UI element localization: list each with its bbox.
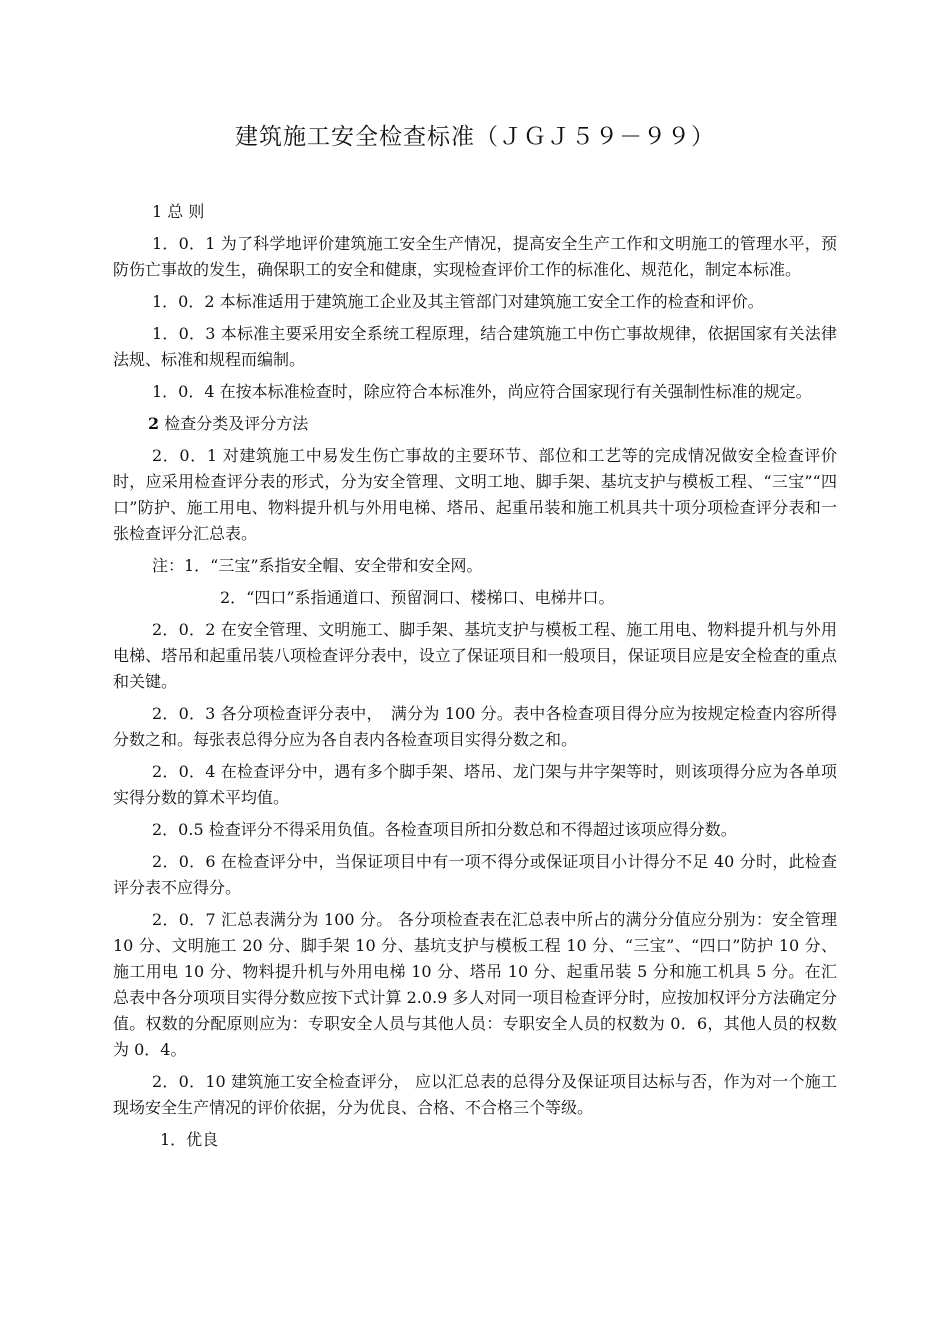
document-title: 建筑施工安全检查标准（ＪＧＪ５９－９９） <box>235 124 715 150</box>
section-2-number: 2 <box>148 414 160 433</box>
clause-2-0-4: 2．0．4 在检查评分中，遇有多个脚手架、塔吊、龙门架与井字架等时，则该项得分应为各单项实得分数的算术平均值。 <box>113 762 837 807</box>
clause-2-0-3: 2．0．3 各分项检查评分表中， 满分为 100 分。表中各检查项目得分应为按规定检查内容所得分数之和。每张表总得分应为各自表内各检查项目实得分数之和。 <box>113 704 837 749</box>
clause-1-0-1: 1．0．1 为了科学地评价建筑施工安全生产情况，提高安全生产工作和文明施工的管理水平，预防伤亡事故的发生，确保职工的安全和健康，实现检查评价工作的标准化、规范化，制定本标准。 <box>113 234 837 279</box>
clause-2-0-10: 2．0．10 建筑施工安全检查评分， 应以汇总表的总得分及保证项目达标与否，作为对一个施工现场安全生产情况的评价依据，分为优良、合格、不合格三个等级。 <box>113 1072 837 1117</box>
note-1: 注：1．“三宝”系指安全帽、安全带和安全网。 <box>152 556 483 575</box>
clause-2-0-2: 2．0．2 在安全管理、文明施工、脚手架、基坑支护与模板工程、施工用电、物料提升机与外用电梯、塔吊和起重吊装八项检查评分表中，设立了保证项目和一般项目，保证项目应是安全检查的重点和关键。 <box>113 620 837 691</box>
clause-1-0-2: 1．0．2 本标准适用于建筑施工企业及其主管部门对建筑施工安全工作的检查和评价。 <box>152 292 764 311</box>
document-body <box>113 199 837 1159</box>
clause-1-0-4: 1．0．4 在按本标准检查时，除应符合本标准外，尚应符合国家现行有关强制性标准的规定。 <box>152 382 812 401</box>
grade-item-1: 1．优良 <box>160 1130 219 1149</box>
clause-2-0-6: 2．0．6 在检查评分中，当保证项目中有一项不得分或保证项目小计得分不足 40 分时，此检查评分表不应得分。 <box>113 852 837 897</box>
section-2-heading <box>113 411 837 437</box>
note-2: 2．“四口”系指通道口、预留洞口、楼梯口、电梯井口。 <box>220 588 615 607</box>
section-1-heading: 1 总 则 <box>152 202 205 221</box>
section-2-title: 检查分类及评分方法 <box>159 414 309 433</box>
clause-2-0-1: 2．0．1 对建筑施工中易发生伤亡事故的主要环节、部位和工艺等的完成情况做安全检查评价时，应采用检查评分表的形式，分为安全管理、文明工地、脚手架、基坑支护与模板工程、“三宝”“四口”防护、施工用电、物料提升机与外用电梯、塔吊、起重吊装和施工机具共十项分项检查评分表和一张检查评分汇总表。 <box>113 446 837 543</box>
clause-2-0-7: 2．0．7 汇总表满分为 100 分。 各分项检查表在汇总表中所占的满分分值应分别为：安全管理 10 分、文明施工 20 分、脚手架 10 分、基坑支护与模板工程 10 分、“三宝”、“四口”防护 10 分、施工用电 10 分、物料提升机与外用电梯 10 分、塔吊 10 分、起重吊装 5 分和施工机具 5 分。在汇总表中各分项项目实得分数应按下式计算 2.0.9 多人对同一项目检查评分时，应按加权评分方法确定分值。权数的分配原则应为：专职安全人员与其他人员：专职安全人员的权数为 0．6，其他人员的权数为 0．4。 <box>113 910 837 1059</box>
clause-2-0-5: 2．0.5 检查评分不得采用负值。各检查项目所扣分数总和不得超过该项应得分数。 <box>152 820 737 839</box>
clause-1-0-3: 1．0．3 本标准主要采用安全系统工程原理，结合建筑施工中伤亡事故规律，依据国家有关法律法规、标准和规程而编制。 <box>113 324 837 369</box>
